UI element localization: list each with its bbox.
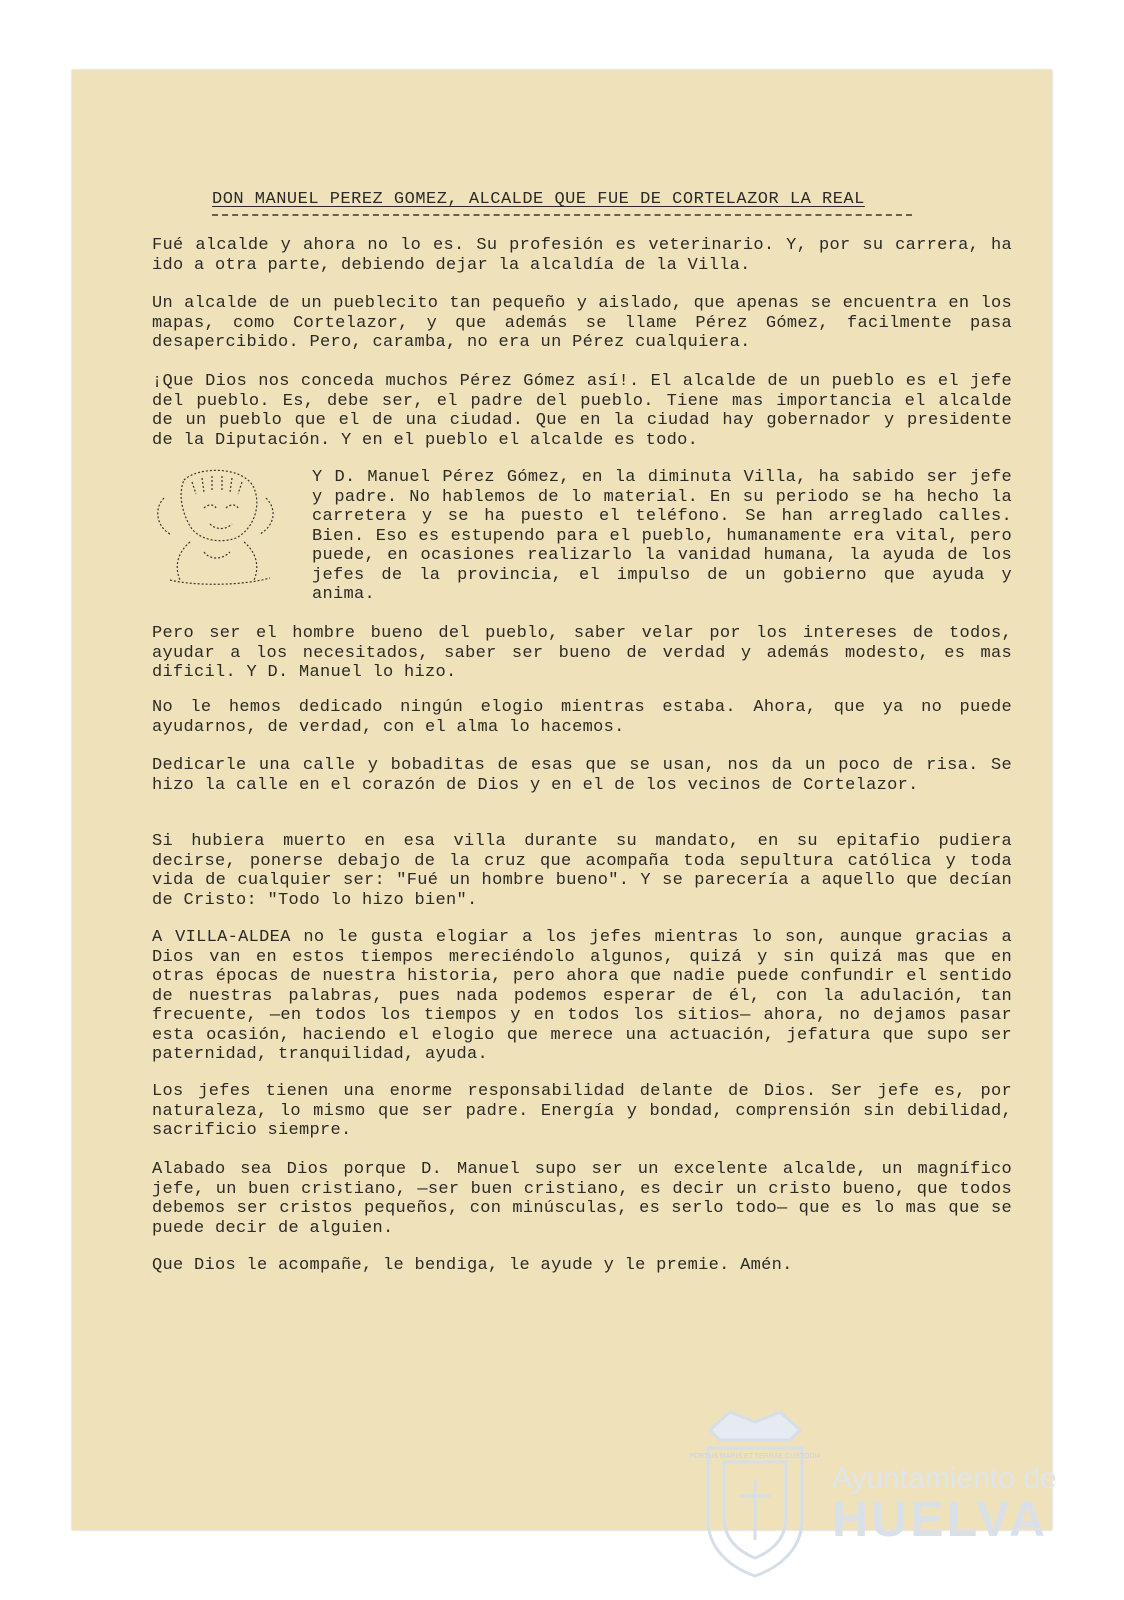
ayuntamiento-huelva-watermark xyxy=(690,1400,1057,1580)
typed-page xyxy=(72,70,1052,1530)
page-title: DON MANUEL PEREZ GOMEZ, ALCALDE QUE FUE DE CORTELAZOR LA REAL xyxy=(212,190,865,209)
paragraph-10: Los jefes tienen una enorme responsabilidad delante de Dios. Ser jefe es, por naturaleza, lo mismo que ser padre. Energía y bondad, comprensión sin debilidad, sacrificio siempre. xyxy=(152,1082,1012,1140)
watermark-line-2: HUELVA xyxy=(832,1491,1049,1547)
watermark-line-1: Ayuntamiento de xyxy=(832,1462,1057,1495)
paragraph-7: Dedicarle una calle y bobaditas de esas que se usan, nos da un poco de risa. Se hizo la calle en el corazón de Dios y en el de los vecinos de Cortelazor. xyxy=(152,756,1012,795)
child-sketch-illustration xyxy=(144,468,292,588)
paragraph-3: ¡Que Dios nos conceda muchos Pérez Gómez así!. El alcalde de un pueblo es el jefe del pueblo. Es, debe ser, el padre del pueblo. Tiene mas importancia el alcalde de un pueblo que el de una ciudad. Que en la ciudad hay gobernador y presidente de la Diputación. Y en el pueblo el alcalde es todo. xyxy=(152,372,1012,450)
paragraph-5: Pero ser el hombre bueno del pueblo, saber velar por los intereses de todos, ayudar a los necesitados, saber ser bueno de verdad y además modesto, es mas dificil. Y D. Manuel lo hizo. xyxy=(152,624,1012,682)
paragraph-12: Que Dios le acompañe, le bendiga, le ayude y le premie. Amén. xyxy=(152,1256,793,1275)
paragraph-1: Fué alcalde y ahora no lo es. Su profesión es veterinario. Y, por su carrera, ha ido a otra parte, debiendo dejar la alcaldía de la Villa. xyxy=(152,236,1012,275)
paragraph-8: Si hubiera muerto en esa villa durante su mandato, en su epitafio pudiera decirse, ponerse debajo de la cruz que acompaña toda sepultura católica y toda vida de cualquier ser: "Fué un hombre bueno". Y se parecería a aquello que decían de Cristo: "Todo lo hizo bien". xyxy=(152,832,1012,910)
paragraph-4: Y D. Manuel Pérez Gómez, en la diminuta Villa, ha sabido ser jefe y padre. No hablemos de lo material. En su periodo se ha hecho la carretera y se ha puesto el teléfono. Se han arreglado calles. Bien. Eso es estupendo para el pueblo, humanamente era vital, pero puede, en ocasiones realizarlo la vanidad humana, la ayuda de los jefes de la provincia, el impulso de un gobierno que ayuda y anima. xyxy=(312,468,1012,604)
title-double-rule xyxy=(212,214,912,216)
paragraph-11: Alabado sea Dios porque D. Manuel supo ser un excelente alcalde, un magnífico jefe, un buen cristiano, —ser buen cristiano, es decir un cristo bueno, que todos debemos ser cristos pequeños, con minúsculas, es serlo todo— que es lo mas que se puede decir de alguien. xyxy=(152,1160,1012,1238)
paragraph-6: No le hemos dedicado ningún elogio mientras estaba. Ahora, que ya no puede ayudarnos, de verdad, con el alma lo hacemos. xyxy=(152,698,1012,737)
paragraph-9: A VILLA-ALDEA no le gusta elogiar a los jefes mientras lo son, aunque gracias a Dios van en estos tiempos mereciéndolo algunos, quizá y sin quizá mas que en otras épocas de nuestra historia, pero ahora que nadie puede confundir el sentido de nuestras palabras, pues nada podemos esperar de él, con la adulación, tan frecuente, —en todos los tiempos y en todos los sitios— ahora, no dejamos pasar esta ocasión, haciendo el elogio que merece una actuación, jefatura que supo ser paternidad, tranquilidad, ayuda. xyxy=(152,928,1012,1064)
paragraph-2: Un alcalde de un pueblecito tan pequeño y aislado, que apenas se encuentra en los mapas, como Cortelazor, y que además se llame Pérez Gómez, facilmente pasa desapercibido. Pero, caramba, no era un Pérez cualquiera. xyxy=(152,294,1012,352)
city-shield-icon xyxy=(690,1400,820,1580)
shield-motto: PORTUS MARIS ET TERRAE CUSTODIA xyxy=(690,1453,820,1460)
